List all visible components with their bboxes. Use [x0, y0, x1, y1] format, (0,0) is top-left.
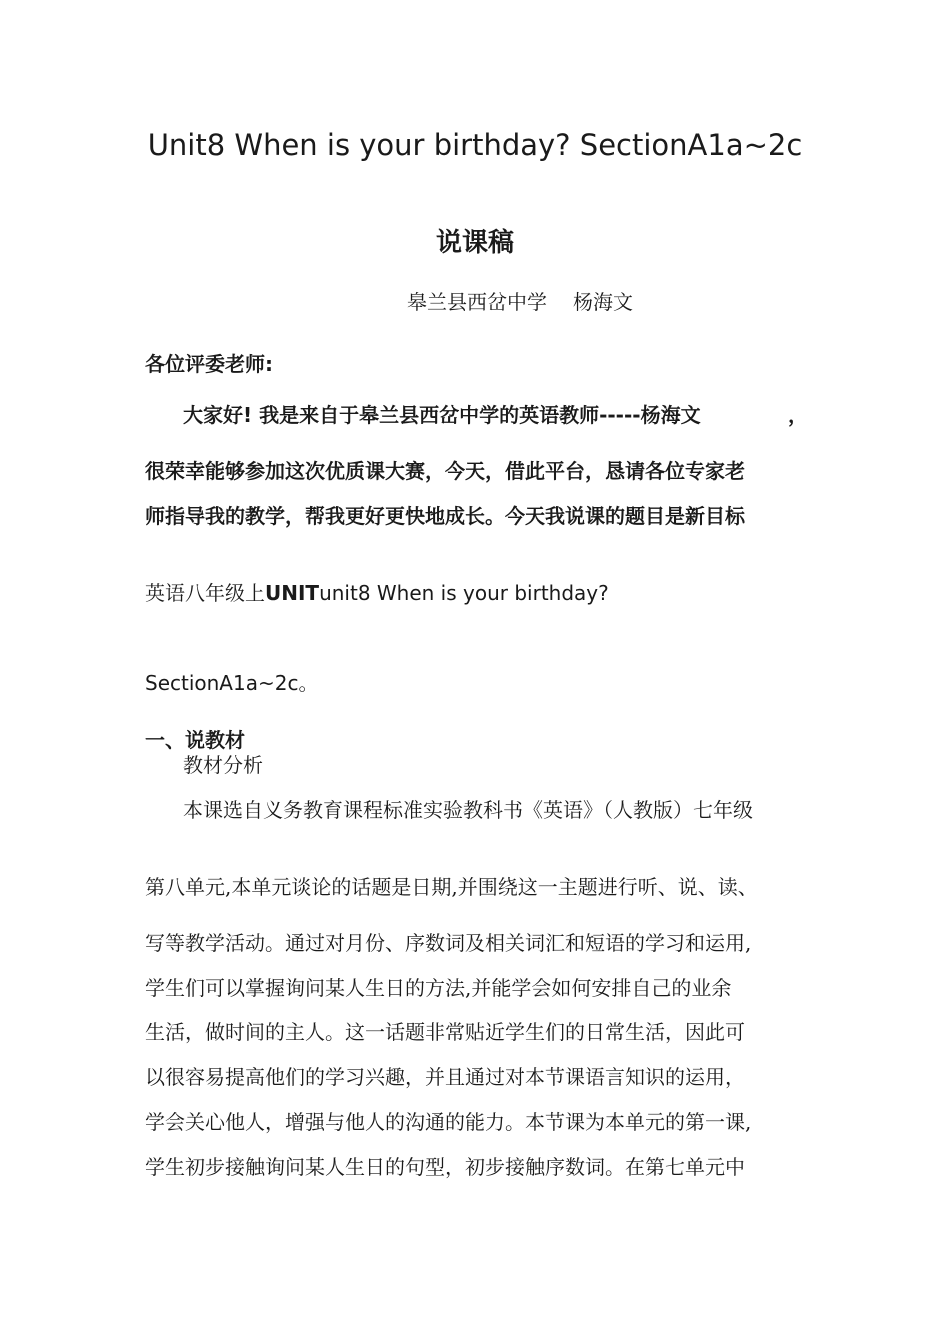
- course-line-title: unit8 When is your birthday?: [319, 581, 609, 605]
- author-name: 杨海文: [573, 290, 633, 314]
- body-line-6: 以很容易提高他们的学习兴趣，并且通过对本节课语言知识的运用，: [145, 1065, 745, 1089]
- body-line-8: 学生初步接触询问某人生日的句型，初步接触序数词。在第七单元中: [145, 1155, 745, 1179]
- body-line-1: 本课选自义务教育课程标准实验教科书《英语》（人教版）七年级: [183, 798, 753, 822]
- body-line-5: 生活，做时间的主人。这一话题非常贴近学生们的日常生活，因此可: [145, 1020, 745, 1044]
- document-title: Unit8 When is your birthday? SectionA1a~2c: [147, 128, 803, 162]
- section-1-subheading: 教材分析: [183, 753, 263, 777]
- body-line-3: 写等教学活动。通过对月份、序数词及相关词汇和短语的学习和运用,: [145, 931, 752, 955]
- body-line-2: 第八单元,本单元谈论的话题是日期,并围绕这一主题进行听、说、读、: [145, 875, 758, 899]
- intro-comma: ，: [788, 403, 808, 427]
- course-line-unit: UNIT: [265, 581, 320, 605]
- body-line-4: 学生们可以掌握询问某人生日的方法,并能学会如何安排自己的业余: [145, 976, 732, 1000]
- course-line-prefix: 英语八年级上: [145, 581, 265, 605]
- document-subtitle: 说课稿: [435, 228, 514, 258]
- intro-line-3: 师指导我的教学，帮我更好更快地成长。今天我说课的题目是新目标: [145, 504, 745, 528]
- course-line: [145, 577, 609, 606]
- intro-line-2: 很荣幸能够参加这次优质课大赛，今天，借此平台，恳请各位专家老: [145, 459, 745, 483]
- section-1-heading: 一、说教材: [145, 728, 245, 752]
- author-line: [407, 286, 633, 315]
- intro-line-1: 大家好! 我是来自于皋兰县西岔中学的英语教师-----杨海文: [183, 403, 701, 427]
- section-line: SectionA1a~2c。: [145, 671, 319, 695]
- body-line-7: 学会关心他人，增强与他人的沟通的能力。本节课为本单元的第一课,: [145, 1110, 752, 1134]
- author-school: 皋兰县西岔中学: [407, 290, 547, 314]
- greeting: 各位评委老师:: [145, 352, 273, 376]
